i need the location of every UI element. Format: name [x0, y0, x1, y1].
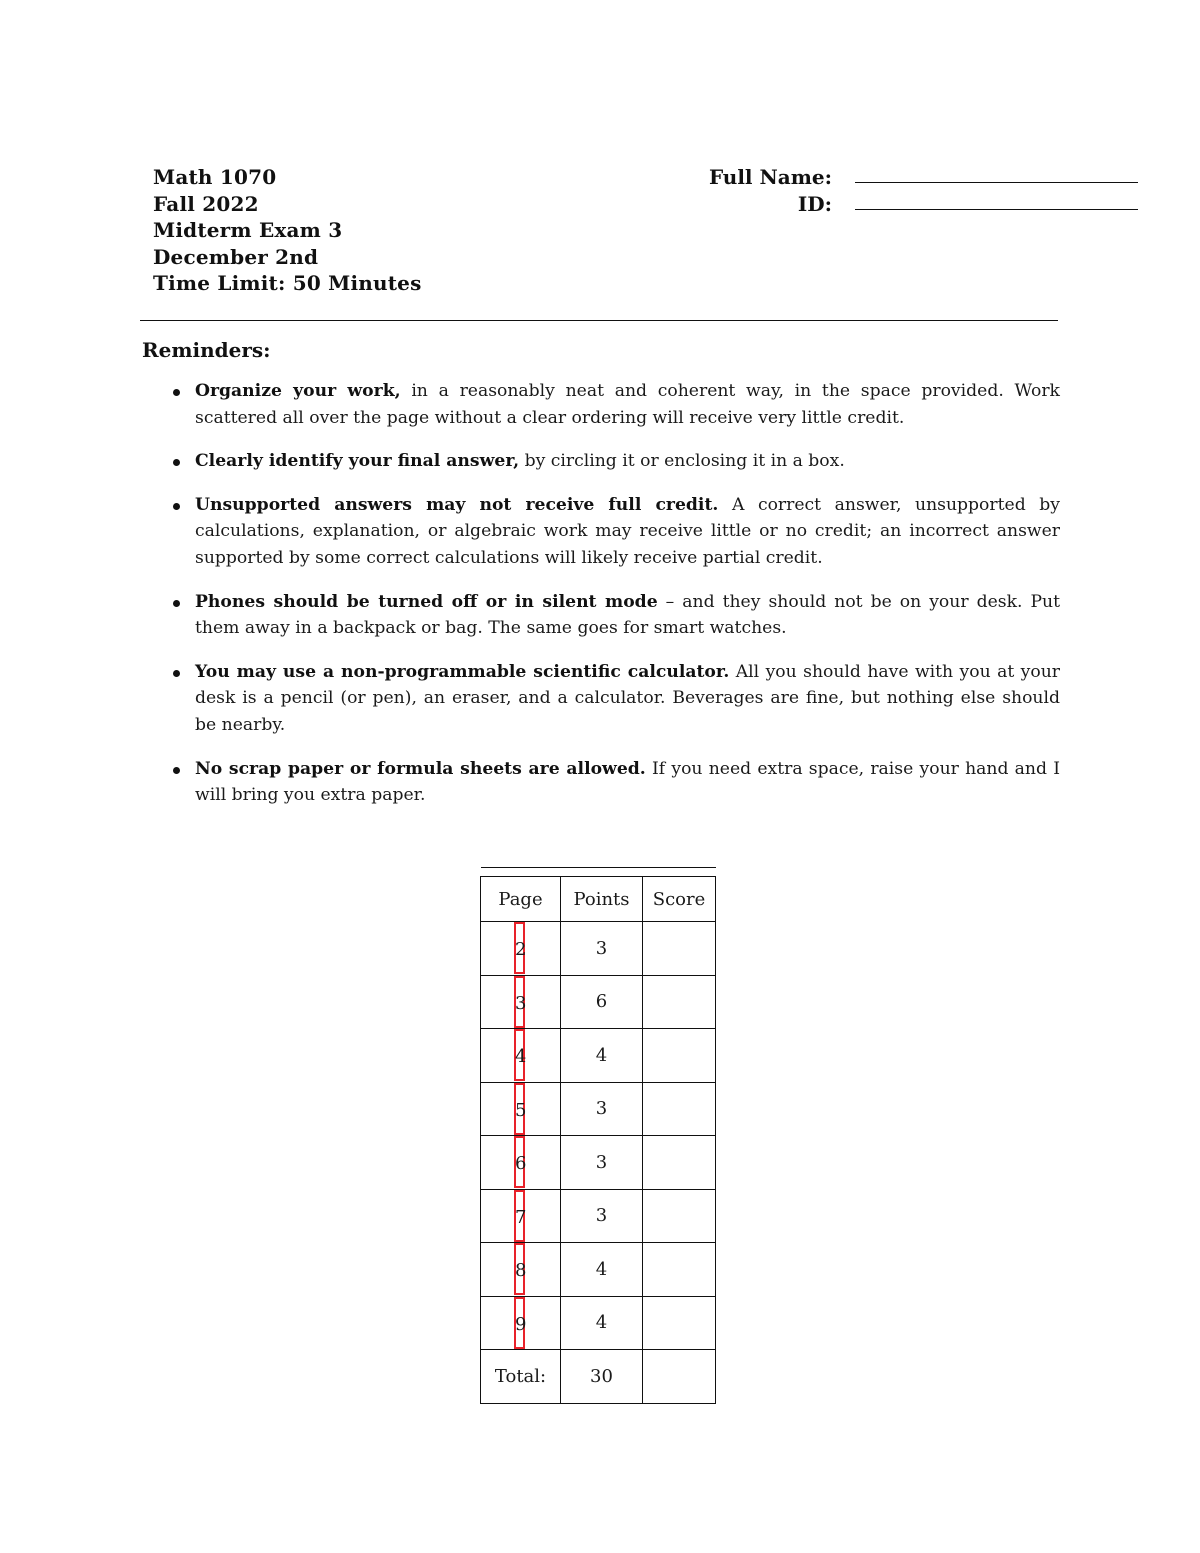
- bullet-icon: [173, 389, 180, 396]
- table-row: [481, 1243, 716, 1297]
- id-label: ID:: [797, 191, 832, 216]
- score-cell[interactable]: [643, 1029, 716, 1083]
- score-table: [480, 867, 716, 1404]
- total-label: Total:: [481, 1350, 561, 1404]
- header-divider: [140, 320, 1058, 321]
- reminders-title: Reminders:: [142, 338, 271, 362]
- full-name-label: Full Name:: [708, 165, 832, 189]
- points-cell: 4: [561, 1296, 643, 1350]
- page-number: 8: [514, 1243, 525, 1295]
- time-limit: Time Limit: 50 Minutes: [153, 271, 422, 296]
- score-cell[interactable]: [643, 1243, 716, 1297]
- reminder-lead: Unsupported answers may not receive full credit.: [195, 494, 719, 515]
- course-title: Math 1070: [153, 165, 277, 189]
- reminder-lead: You may use a non-programmable scientific calculator.: [195, 661, 730, 682]
- score-cell[interactable]: [643, 1136, 716, 1190]
- reminder-text: If you need extra space, raise your hand and I will bring you extra paper.: [195, 758, 1060, 806]
- bullet-icon: [173, 767, 180, 774]
- score-cell[interactable]: [643, 1189, 716, 1243]
- table-row: [481, 1136, 716, 1190]
- reminder-lead: Phones should be turned off or in silent mode: [195, 591, 658, 612]
- table-top-gap: [481, 868, 716, 877]
- reminder-item: [140, 659, 1060, 739]
- reminders-list: [140, 378, 1060, 826]
- reminder-text: in a reasonably neat and coherent way, in the space provided. Work scattered all over the page without a clear ordering will receive very little credit.: [195, 381, 1060, 428]
- page-number: 9: [514, 1297, 525, 1349]
- score-cell[interactable]: [643, 1082, 716, 1136]
- table-total-row: [481, 1350, 716, 1404]
- reminder-item: [140, 756, 1060, 809]
- page-cell: [481, 1296, 561, 1350]
- page-cell: [481, 1136, 561, 1190]
- id-row: [690, 191, 1140, 218]
- score-cell[interactable]: [643, 1296, 716, 1350]
- page-number: 2: [514, 922, 525, 974]
- page-number: 3: [514, 976, 525, 1028]
- bullet-icon: [173, 503, 180, 510]
- page-cell: [481, 1082, 561, 1136]
- term: Fall 2022: [153, 191, 259, 216]
- page-cell: [481, 922, 561, 976]
- table-row: [481, 975, 716, 1029]
- total-points: 30: [561, 1350, 643, 1404]
- bullet-icon: [173, 670, 180, 677]
- reminder-lead: No scrap paper or formula sheets are allowed.: [195, 758, 646, 779]
- page-cell: [481, 1029, 561, 1083]
- page-cell: [481, 975, 561, 1029]
- exam-name: Midterm Exam 3: [153, 218, 343, 243]
- bullet-icon: [173, 459, 180, 466]
- table-row: [481, 922, 716, 976]
- total-score-cell[interactable]: [643, 1350, 716, 1404]
- reminder-item: [140, 448, 1060, 475]
- score-cell[interactable]: [643, 975, 716, 1029]
- points-cell: 3: [561, 922, 643, 976]
- points-cell: 6: [561, 975, 643, 1029]
- table-row: [481, 1082, 716, 1136]
- points-cell: 4: [561, 1243, 643, 1297]
- reminder-text: – and they should not be on your desk. Put them away in a backpack or bag. The same goes for smart watches.: [195, 591, 1060, 639]
- reminder-text: All you should have with you at your desk is a pencil (or pen), an eraser, and a calculator. Beverages are fine, but nothing else should be nearby.: [195, 661, 1060, 735]
- student-fields: [690, 164, 1140, 217]
- reminder-item: [140, 492, 1060, 572]
- page-number: 5: [514, 1083, 525, 1135]
- header-score: Score: [643, 877, 716, 922]
- id-field[interactable]: [855, 209, 1138, 210]
- reminder-text: by circling it or enclosing it in a box.: [519, 451, 845, 472]
- page-number: 6: [514, 1136, 525, 1188]
- header-page: Page: [481, 877, 561, 922]
- table-row: [481, 1296, 716, 1350]
- points-cell: 3: [561, 1189, 643, 1243]
- points-cell: 3: [561, 1082, 643, 1136]
- table-row: [481, 1189, 716, 1243]
- reminder-item: [140, 378, 1060, 431]
- page-cell: [481, 1189, 561, 1243]
- exam-header-info: [153, 164, 422, 297]
- exam-date: December 2nd: [153, 244, 319, 269]
- page-cell: [481, 1243, 561, 1297]
- reminder-lead: Clearly identify your final answer,: [195, 451, 520, 472]
- page-number: 7: [514, 1190, 525, 1242]
- reminder-text: A correct answer, unsupported by calculations, explanation, or algebraic work may receive little or no credit; an incorrect answer supported by some correct calculations will likely receive partial credit.: [195, 494, 1060, 568]
- table-row: [481, 1029, 716, 1083]
- full-name-row: [690, 164, 1140, 191]
- score-cell[interactable]: [643, 922, 716, 976]
- points-cell: 4: [561, 1029, 643, 1083]
- bullet-icon: [173, 600, 180, 607]
- header-points: Points: [561, 877, 643, 922]
- full-name-field[interactable]: [855, 182, 1138, 183]
- page-number: 4: [514, 1029, 525, 1081]
- points-cell: 3: [561, 1136, 643, 1190]
- reminder-lead: Organize your work,: [195, 381, 401, 401]
- reminder-item: [140, 589, 1060, 642]
- table-header-row: [481, 877, 716, 922]
